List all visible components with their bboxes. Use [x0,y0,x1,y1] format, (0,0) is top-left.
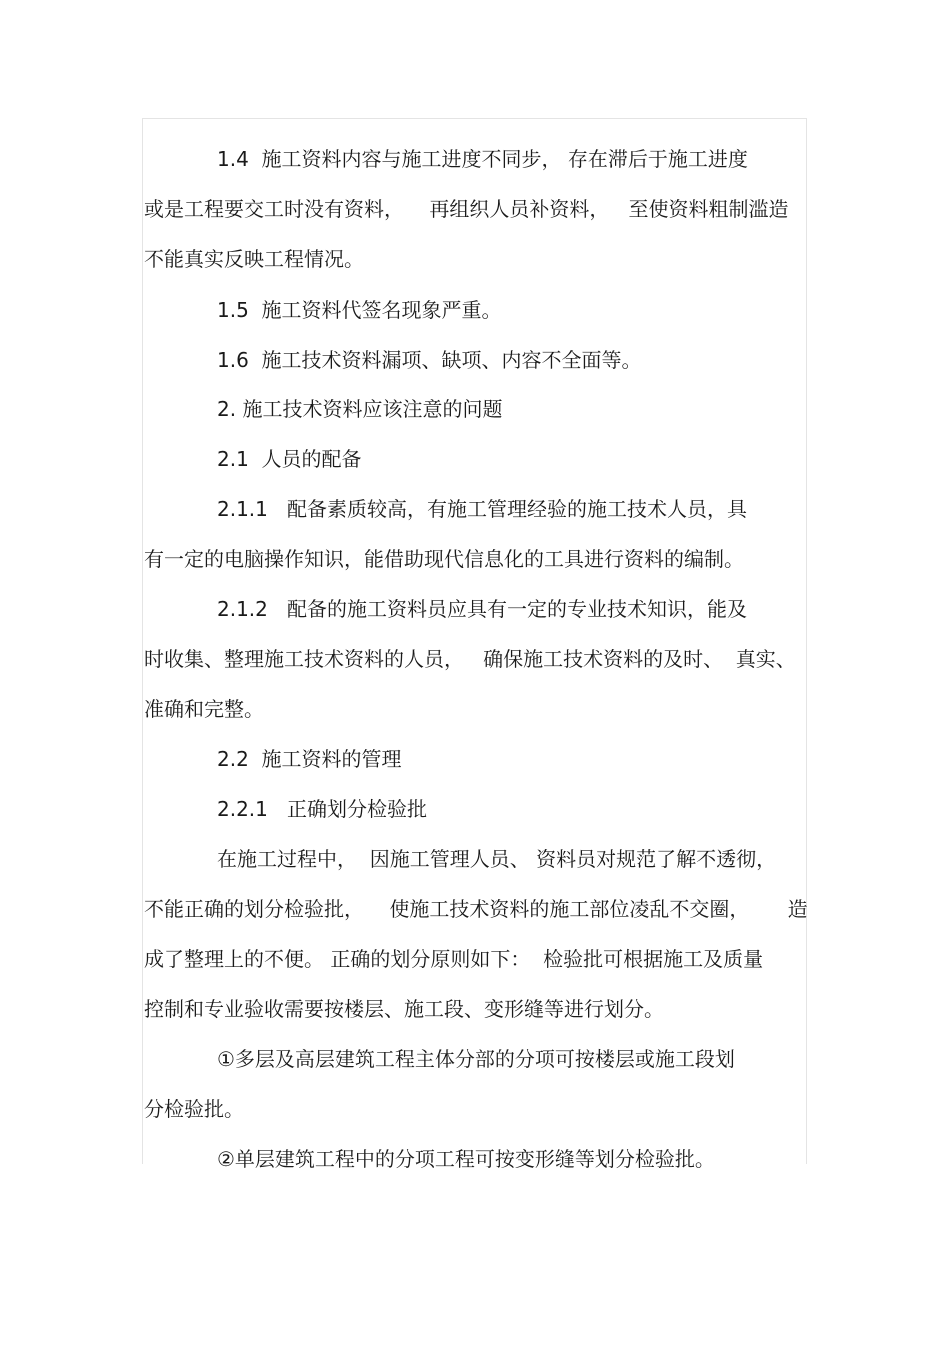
list-item: ①多层及高层建筑工程主体分部的分项可按楼层或施工段划 [217,1047,735,1071]
subsection-heading: 2.1 人员的配备 [217,447,362,471]
list-item: ②单层建筑工程中的分项工程可按变形缝等划分检验批。 [217,1147,715,1171]
section-heading: 2. 施工技术资料应该注意的问题 [217,397,503,421]
paragraph-line: 准确和完整。 [144,697,264,721]
paragraph-line: 有一定的电脑操作知识，能借助现代信息化的工具进行资料的编制。 [144,547,744,571]
paragraph-line: 成了整理上的不便。 正确的划分原则如下： 检验批可根据施工及质量 [144,947,764,971]
paragraph-line: 时收集、整理施工技术资料的人员， 确保施工技术资料的及时、 真实、 [144,647,796,671]
paragraph-line: 2.1.2 配备的施工资料员应具有一定的专业技术知识，能及 [217,597,747,621]
list-item: 分检验批。 [144,1097,244,1121]
paragraph-line: 2.1.1 配备素质较高，有施工管理经验的施工技术人员，具 [217,497,747,521]
subsection-heading: 2.2.1 正确划分检验批 [217,797,427,821]
paragraph-line: 在施工过程中， 因施工管理人员、 资料员对规范了解不透彻， [217,847,777,871]
paragraph-line: 1.5 施工资料代签名现象严重。 [217,298,502,322]
subsection-heading: 2.2 施工资料的管理 [217,747,402,771]
paragraph-line: 或是工程要交工时没有资料， 再组织人员补资料， 至使资料粗制滥造 [144,197,789,221]
paragraph-line: 不能正确的划分检验批， 使施工技术资料的施工部位凌乱不交圈， 造 [144,897,808,921]
paragraph-line: 1.4 施工资料内容与施工进度不同步， 存在滞后于施工进度 [217,147,748,171]
paragraph-line: 控制和专业验收需要按楼层、施工段、变形缝等进行划分。 [144,997,664,1021]
paragraph-line: 不能真实反映工程情况。 [144,247,364,271]
paragraph-line: 1.6 施工技术资料漏项、缺项、内容不全面等。 [217,348,642,372]
